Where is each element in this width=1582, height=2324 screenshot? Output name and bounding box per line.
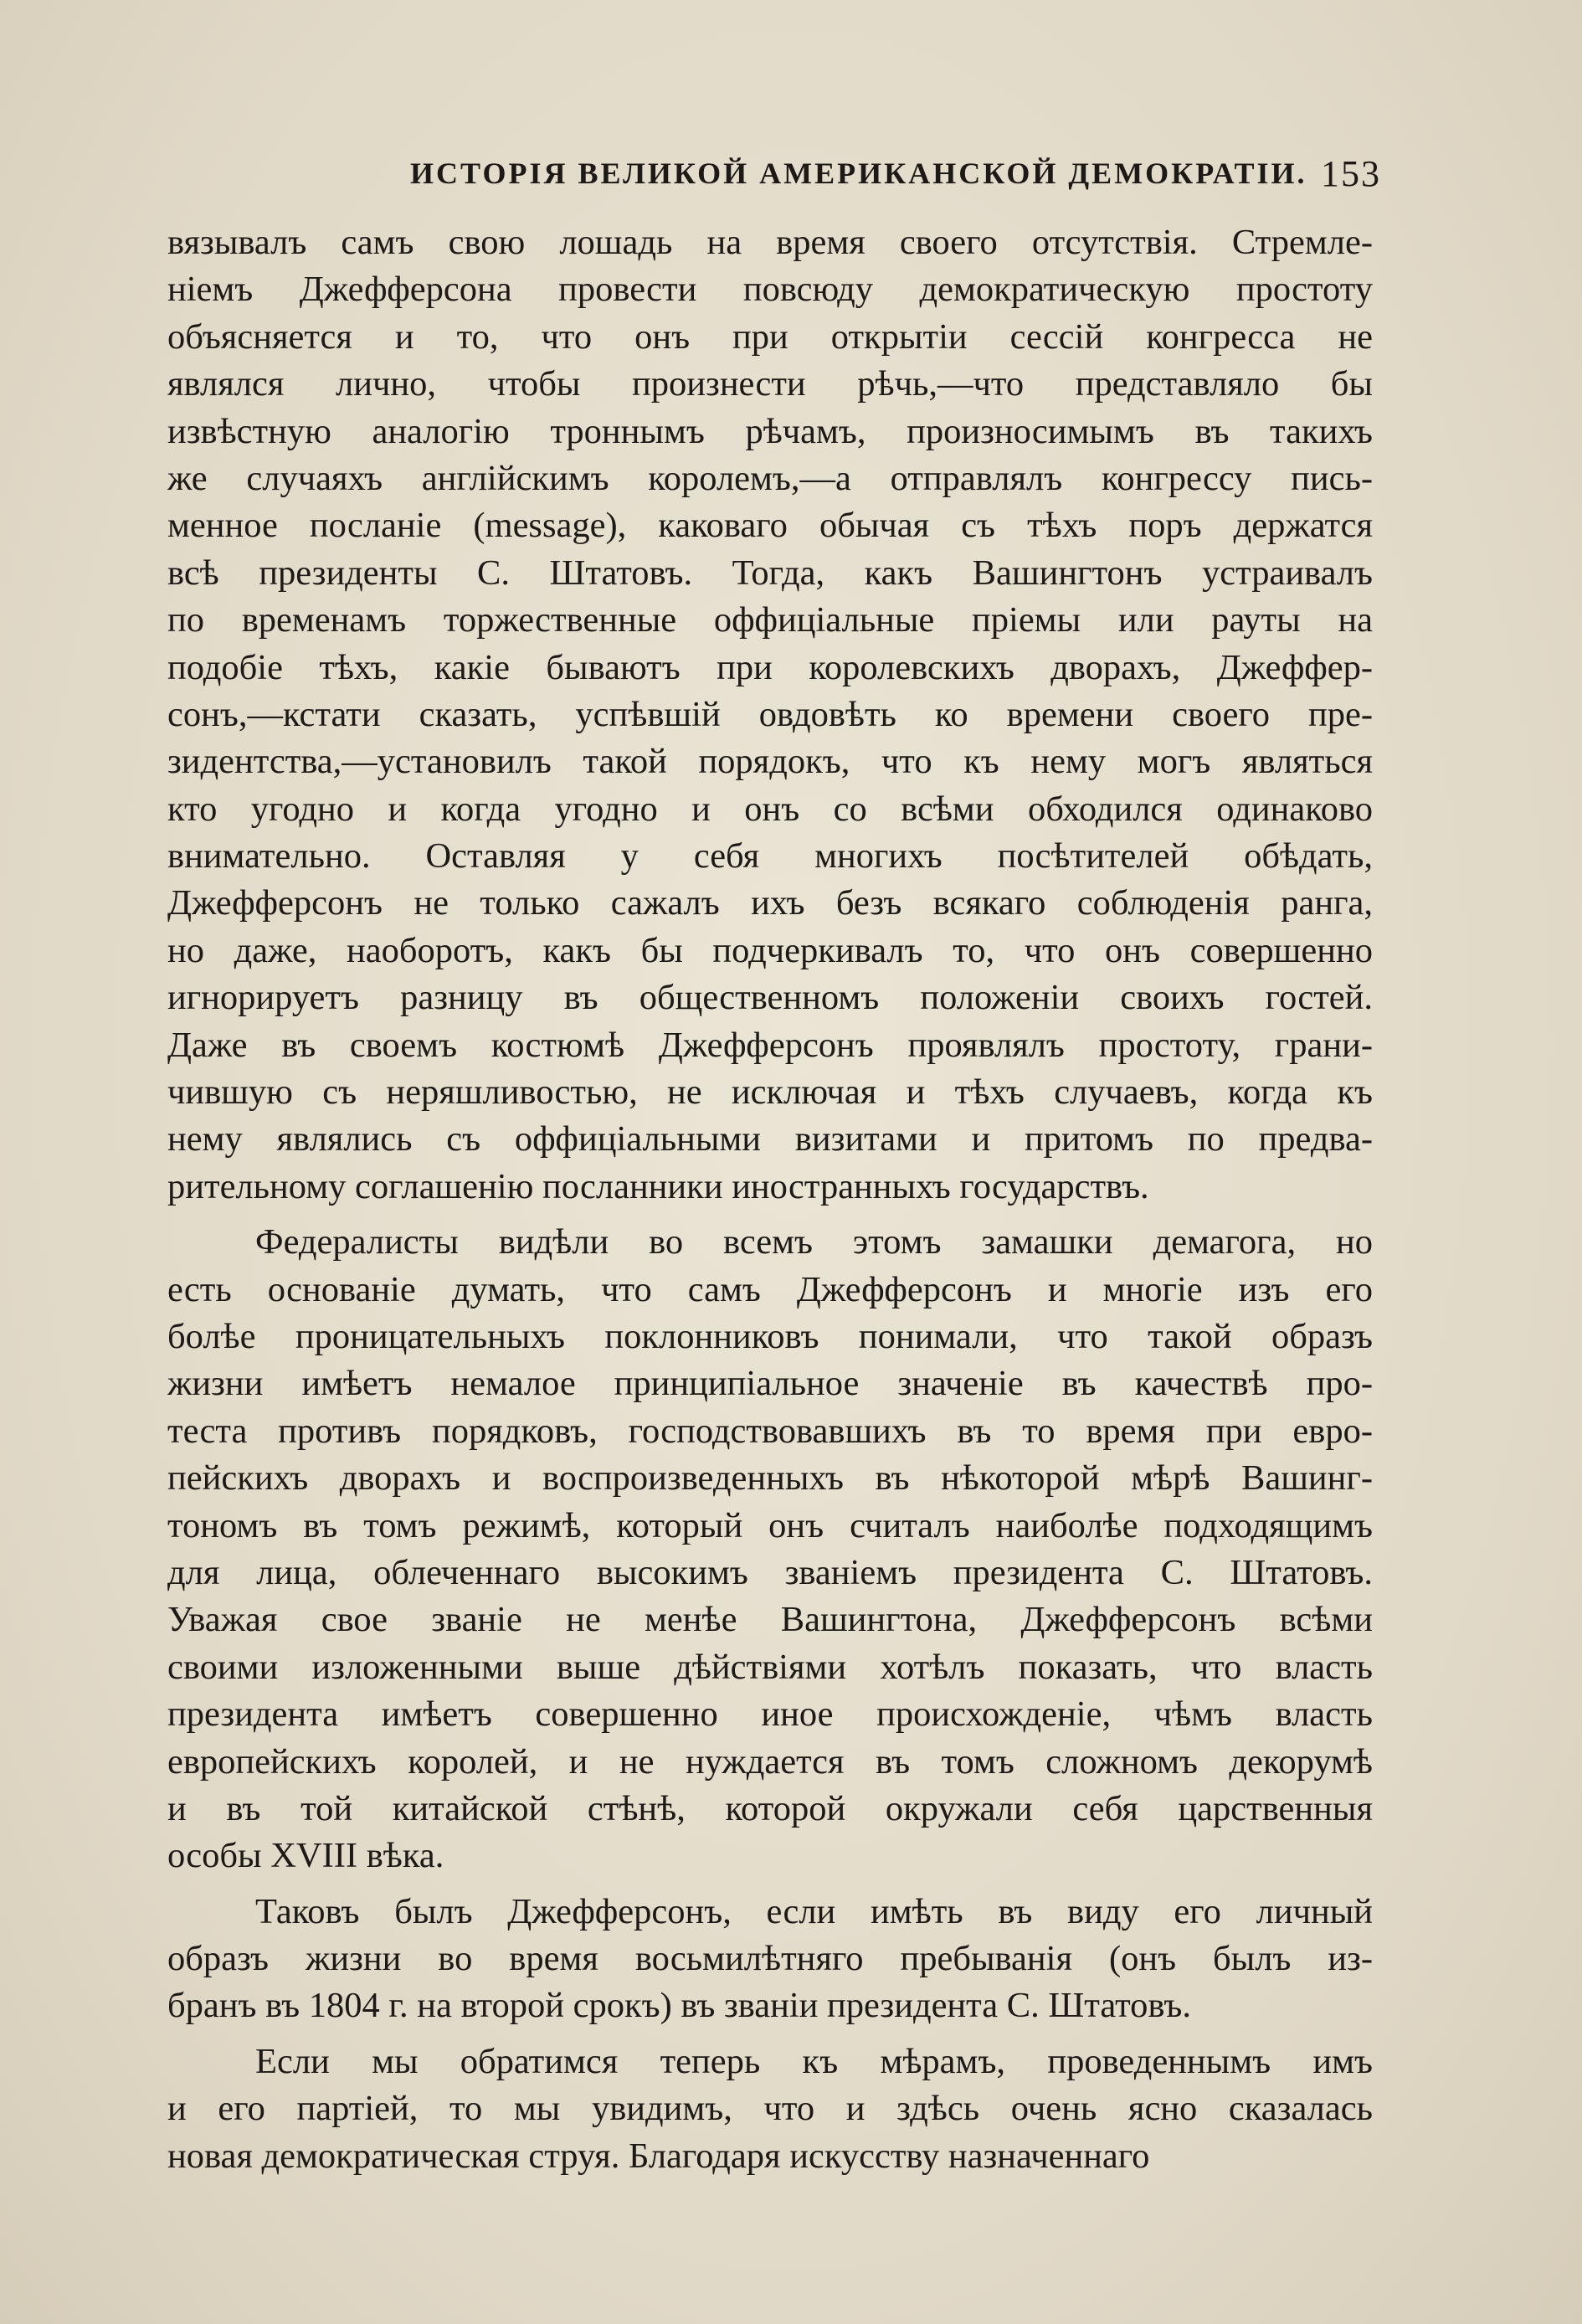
text-line: сонъ,—кстати сказать, успѣвшій овдовѣть ко времени своего пре- [167,694,1373,734]
text-line: внимательно. Оставляя у себя многихъ посѣтителей обѣдать, [167,836,1373,877]
text-line: Джефферсонъ не только сажалъ ихъ безъ всякаго соблюденія ранга, [167,883,1373,923]
paragraph [167,1219,1373,1879]
text-line: болѣе проницательныхъ поклонниковъ понимали, что такой образъ [167,1316,1373,1356]
text-line: извѣстную аналогію троннымъ рѣчамъ, произносимымъ въ такихъ [167,411,1373,451]
running-title: ИСТОРІЯ ВЕЛИКОЙ АМЕРИКАНСКОЙ ДЕМОКРАТІИ. [410,157,1307,190]
text-line: рительному соглашенію посланники иностранныхъ государствъ. [167,1166,1149,1206]
text-line: тономъ въ томъ режимѣ, который онъ считалъ наиболѣе подходящимъ [167,1505,1373,1545]
text-line: президента имѣетъ совершенно иное происхожденіе, чѣмъ власть [167,1694,1373,1735]
paragraph [167,219,1373,1211]
text-line: всѣ президенты С. Штатовъ. Тогда, какъ Вашингтонъ устраивалъ [167,553,1373,593]
text-line: жизни имѣетъ немалое принципіальное значеніе въ качествѣ про- [167,1364,1373,1404]
running-header [167,149,1381,199]
text-line: теста противъ порядковъ, господствовавшихъ въ то время при евро- [167,1411,1373,1451]
body-text [167,219,1373,2180]
text-line: своими изложенными выше дѣйствіями хотѣлъ показать, что власть [167,1647,1373,1687]
text-line: объясняется и то, что онъ при открытіи сессій конгресса не [167,316,1373,357]
text-line: зидентства,—установилъ такой порядокъ, что къ нему могъ являться [167,742,1373,782]
text-line: подобіе тѣхъ, какіе бываютъ при королевскихъ дворахъ, Джеффер- [167,647,1373,687]
paragraph-gap [167,1880,1373,1889]
text-line: ніемъ Джефферсона провести повсюду демократическую простоту [167,270,1373,310]
text-line: Даже въ своемъ костюмѣ Джефферсонъ проявлялъ простоту, грани- [167,1025,1373,1065]
text-line: игнорируетъ разницу въ общественномъ положеніи своихъ гостей. [167,978,1373,1018]
text-line: менное посланіе (message), каковаго обычая съ тѣхъ поръ держатся [167,506,1373,546]
text-line: для лица, облеченнаго высокимъ званіемъ президента С. Штатовъ. [167,1552,1373,1592]
text-line: особы XVIII вѣка. [167,1836,444,1876]
text-line: европейскихъ королей, и не нуждается въ томъ сложномъ декорумѣ [167,1741,1373,1782]
text-line: Таковъ былъ Джефферсонъ, если имѣть въ виду его личный [255,1891,1373,1931]
text-line: и въ той китайской стѣнѣ, которой окружали себя царственныя [167,1788,1373,1828]
text-line: есть основаніе думать, что самъ Джефферсонъ и многіе изъ его [167,1269,1373,1309]
paragraph-gap [167,2030,1373,2039]
text-line: Уважая свое званіе не менѣе Вашингтона, Джефферсонъ всѣми [167,1600,1373,1640]
text-line: вязывалъ самъ свою лошадь на время своего отсутствія. Стремле- [167,223,1373,262]
text-line: являлся лично, чтобы произнести рѣчь,—что представляло бы [167,364,1373,404]
text-line: нему являлись съ оффиціальными визитами и притомъ по предва- [167,1119,1373,1159]
text-line: же случаяхъ англійскимъ королемъ,—а отправлялъ конгрессу пись- [167,458,1373,498]
text-line: бранъ въ 1804 г. на второй срокъ) въ званіи президента С. Штатовъ. [167,1986,1191,2026]
text-line: по временамъ торжественные оффиціальные пріемы или рауты на [167,600,1373,640]
paragraph [167,1889,1373,2030]
page-number: 153 [1321,153,1381,194]
text-line: и его партіей, то мы увидимъ, что и здѣсь очень ясно сказалась [167,2089,1373,2129]
text-line: новая демократическая струя. Благодаря искусству назначеннаго [167,2136,1150,2176]
text-line: чившую съ неряшливостью, не исключая и тѣхъ случаевъ, когда къ [167,1072,1373,1113]
paragraph-gap [167,1211,1373,1219]
text-line: но даже, наоборотъ, какъ бы подчеркивалъ то, что онъ совершенно [167,930,1373,970]
text-line: кто угодно и когда угодно и онъ со всѣми обходился одинаково [167,789,1373,829]
text-line: Федералисты видѣли во всемъ этомъ замашки демагога, но [255,1222,1373,1262]
paragraph [167,2039,1373,2180]
text-line: пейскихъ дворахъ и воспроизведенныхъ въ нѣкоторой мѣрѣ Вашинг- [167,1458,1373,1499]
text-line: образъ жизни во время восьмилѣтняго пребыванія (онъ былъ из- [167,1939,1373,1979]
text-line: Если мы обратимся теперь къ мѣрамъ, проведеннымъ имъ [255,2041,1373,2081]
